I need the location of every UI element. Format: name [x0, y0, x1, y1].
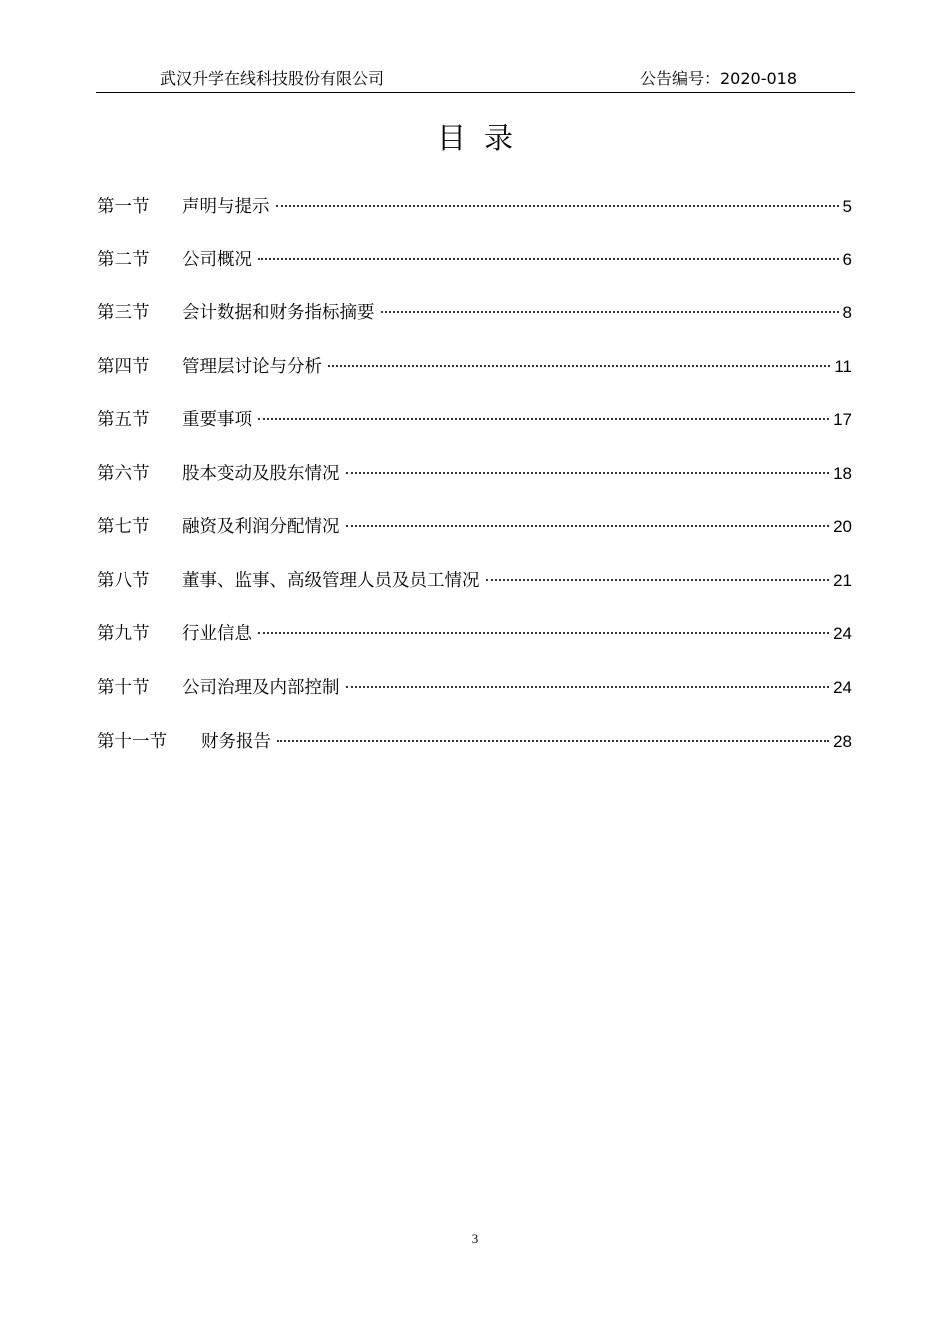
toc-page-number: 11 — [834, 357, 852, 376]
toc-title: 目录 — [436, 121, 531, 155]
toc-page-number: 24 — [833, 624, 852, 643]
toc-entry-label: 财务报告 — [201, 732, 271, 752]
header-notice-number: 公告编号：2020-018 — [640, 69, 798, 88]
toc-entry-2[interactable] — [97, 245, 852, 275]
toc-entry-5[interactable] — [97, 405, 852, 435]
toc-entry-label: 董事、监事、高级管理人员及员工情况 — [182, 571, 480, 591]
header-company-name: 武汉升学在线科技股份有限公司 — [160, 69, 385, 88]
toc-dot-leader — [381, 311, 839, 313]
toc-entry-label: 行业信息 — [182, 624, 252, 644]
toc-page-number: 21 — [833, 571, 852, 590]
toc-entry-3[interactable] — [97, 298, 852, 328]
toc-section-number: 第二节 — [97, 250, 150, 270]
toc-section-number: 第八节 — [97, 571, 150, 591]
toc-page-number: 24 — [833, 678, 852, 697]
toc-page-number: 6 — [842, 250, 852, 269]
toc-dot-leader — [276, 205, 839, 207]
toc-page-number: 17 — [833, 410, 852, 429]
toc-entry-1[interactable] — [97, 192, 852, 222]
toc-page-number: 20 — [833, 517, 852, 536]
toc-page-number: 28 — [833, 732, 852, 751]
toc-section-number: 第七节 — [97, 517, 150, 537]
toc-entry-9[interactable] — [97, 619, 852, 649]
toc-dot-leader — [486, 579, 830, 581]
toc-section-number: 第一节 — [97, 197, 150, 217]
toc-entry-label: 融资及利润分配情况 — [182, 517, 340, 537]
toc-entry-label: 会计数据和财务指标摘要 — [182, 303, 375, 323]
toc-dot-leader — [258, 632, 829, 634]
toc-section-number: 第六节 — [97, 464, 150, 484]
toc-section-number: 第五节 — [97, 410, 150, 430]
toc-dot-leader — [258, 258, 839, 260]
toc-page-number: 18 — [833, 464, 852, 483]
footer-page-number: 3 — [471, 1231, 479, 1246]
table-of-contents — [97, 0, 852, 1344]
toc-entry-10[interactable] — [97, 673, 852, 703]
toc-entry-6[interactable] — [97, 459, 852, 489]
toc-dot-leader — [346, 686, 830, 688]
toc-dot-leader — [346, 472, 830, 474]
toc-section-number: 第九节 — [97, 624, 150, 644]
toc-page-number: 8 — [842, 303, 852, 322]
toc-dot-leader — [258, 418, 829, 420]
toc-entry-label: 管理层讨论与分析 — [182, 357, 322, 377]
toc-dot-leader — [346, 525, 830, 527]
toc-entry-label: 公司治理及内部控制 — [182, 678, 340, 698]
toc-section-number: 第四节 — [97, 357, 150, 377]
toc-section-number: 第十节 — [97, 678, 150, 698]
toc-page-number: 5 — [842, 197, 852, 216]
toc-entry-label: 重要事项 — [182, 410, 252, 430]
toc-dot-leader — [277, 740, 829, 742]
toc-section-number: 第十一节 — [97, 732, 167, 752]
toc-dot-leader — [328, 365, 830, 367]
toc-entry-label: 声明与提示 — [182, 197, 270, 217]
toc-entry-11[interactable] — [97, 727, 852, 757]
toc-entry-label: 股本变动及股东情况 — [182, 464, 340, 484]
toc-section-number: 第三节 — [97, 303, 150, 323]
toc-entry-4[interactable] — [97, 352, 852, 382]
toc-entry-7[interactable] — [97, 512, 852, 542]
toc-entry-8[interactable] — [97, 566, 852, 596]
toc-entry-label: 公司概况 — [182, 250, 252, 270]
